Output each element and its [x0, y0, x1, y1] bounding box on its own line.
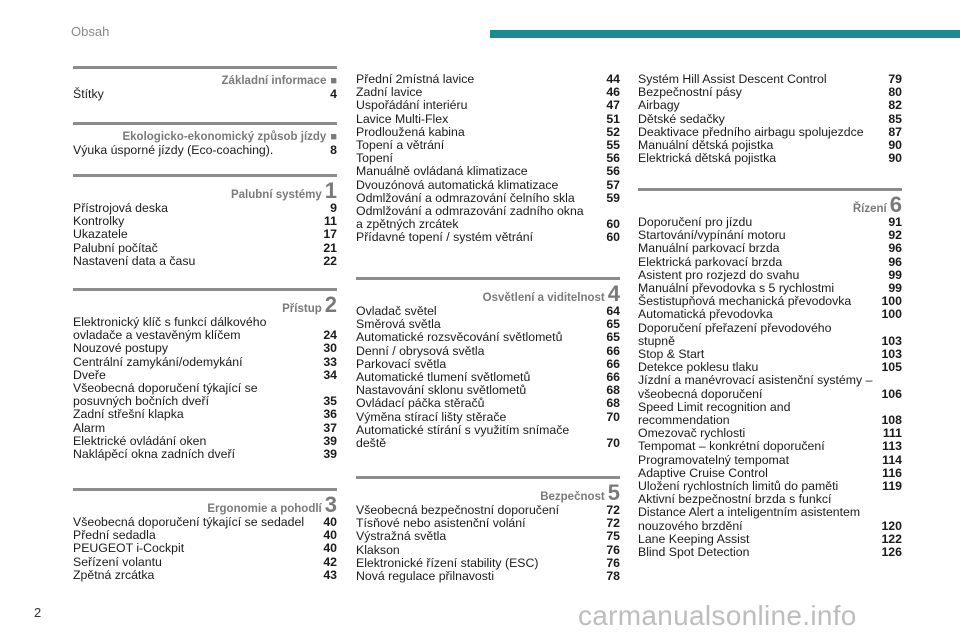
- toc-entry-list: [73, 88, 337, 101]
- toc-entry-label: Uložení rychlostních limitů do paměti: [638, 479, 839, 494]
- section-title: Bezpečnost: [540, 491, 605, 503]
- toc-entry-page: 80: [888, 85, 902, 100]
- toc-entry-page: 78: [606, 569, 620, 584]
- toc-entry-label: Odmlžování a odmrazování zadního okna a zpětných zrcátek: [356, 204, 584, 232]
- toc-entry-page: 108: [881, 413, 902, 428]
- toc-entry-page: 96: [888, 241, 902, 256]
- toc-entry-label: Startování/vypínání motoru: [638, 228, 786, 243]
- toc-entry-page: 39: [323, 433, 337, 448]
- toc-entry[interactable]: [73, 422, 337, 435]
- toc-entry-label: Topení a větrání: [356, 138, 445, 153]
- toc-entry-list: [356, 73, 620, 245]
- toc-entry-page: 11: [324, 214, 337, 229]
- toc-entry-page: 17: [323, 227, 337, 242]
- toc-entry-page: 92: [888, 228, 902, 243]
- toc-entry-page: 113: [882, 439, 902, 454]
- toc-entry-label: Dveře: [73, 367, 106, 382]
- toc-entry-list: [73, 316, 337, 461]
- toc-entry[interactable]: [638, 493, 902, 533]
- toc-entry-label: PEUGEOT i-Cockpit: [73, 541, 185, 556]
- toc-entry[interactable]: [356, 99, 620, 112]
- toc-entry[interactable]: [73, 382, 337, 408]
- toc-entry-label: Doporučení přeřazení převodového stupně: [638, 320, 832, 348]
- toc-entry-label: Zadní lavice: [356, 85, 423, 100]
- section-divider: [73, 174, 337, 177]
- toc-entry-label: Adaptive Cruise Control: [638, 465, 768, 480]
- toc-entry-page: 100: [881, 294, 902, 309]
- toc-entry-label: Zpětná zrcátka: [73, 567, 155, 582]
- toc-entry-label: Ovládací páčka stěračů: [356, 396, 485, 411]
- toc-entry-label: Alarm: [73, 420, 106, 435]
- toc-entry-page: 114: [882, 452, 902, 467]
- toc-entry-label: Centrální zamykání/odemykání: [73, 354, 243, 369]
- section-heading: [638, 193, 902, 215]
- toc-entry[interactable]: [73, 242, 337, 255]
- toc-entry-label: Automatické stírání s využitím snímače deště: [356, 422, 570, 451]
- section-title: Řízení: [852, 203, 887, 215]
- toc-entry-page: 103: [881, 347, 902, 362]
- toc-entry[interactable]: [73, 448, 337, 461]
- section-pristup: [73, 288, 337, 461]
- toc-entry[interactable]: [73, 316, 337, 342]
- toc-entry-page: 70: [606, 409, 620, 424]
- toc-entry-label: Stop & Start: [638, 347, 705, 362]
- section-number: 1: [324, 178, 337, 203]
- toc-entry[interactable]: [638, 152, 902, 165]
- toc-entry-label: Nastavování sklonu světlometů: [356, 383, 527, 398]
- toc-entry-label: Výuka úsporné jízdy (Eco-coaching).: [73, 143, 274, 157]
- toc-entry-label: Aktivní bezpečnostní brzda s funkcí Distance Alert a inteligentním asistentem nouzového brzdění: [638, 492, 861, 533]
- toc-entry-label: Přídavné topení / systém větrání: [356, 230, 534, 245]
- toc-entry-page: 56: [606, 164, 620, 179]
- toc-entry-page: 66: [606, 343, 620, 358]
- toc-entry[interactable]: [356, 424, 620, 450]
- toc-entry-label: Automatické tlumení světlometů: [356, 370, 531, 385]
- toc-entry-label: Topení: [356, 151, 393, 166]
- toc-entry-page: 55: [606, 138, 620, 153]
- toc-entry-page: 68: [606, 383, 620, 398]
- toc-entry-page: 9: [330, 201, 337, 215]
- toc-entry-page: 103: [881, 333, 902, 348]
- toc-entry-label: Elektrické ovládání oken: [73, 433, 207, 448]
- section-divider: [73, 488, 337, 491]
- toc-entry-label: Palubní počítač: [73, 240, 158, 255]
- toc-entry-label: Lavice Multi-Flex: [356, 111, 449, 126]
- toc-entry-label: Detekce poklesu tlaku: [638, 360, 759, 375]
- toc-entry[interactable]: [638, 256, 902, 269]
- section-divider: [356, 476, 620, 479]
- toc-entry-page: 90: [888, 138, 902, 153]
- toc-entry-page: 99: [888, 281, 902, 296]
- toc-entry-page: 35: [323, 394, 337, 409]
- toc-entry-page: 66: [606, 370, 620, 385]
- toc-entry[interactable]: [356, 530, 620, 543]
- toc-entry-label: Nastavení data a času: [73, 253, 196, 268]
- section-divider: [356, 277, 620, 280]
- toc-entry[interactable]: [356, 165, 620, 178]
- toc-entry-page: 100: [881, 307, 902, 322]
- toc-entry[interactable]: [356, 205, 620, 231]
- section-rizeni: [638, 188, 902, 559]
- toc-entry-list: [356, 504, 620, 583]
- toc-entry-label: Seřízení volantu: [73, 554, 162, 569]
- toc-entry-page: 126: [881, 545, 902, 560]
- toc-entry[interactable]: [356, 345, 620, 358]
- section-number: 4: [607, 281, 620, 306]
- toc-entry[interactable]: [638, 113, 902, 126]
- toc-entry-label: Deaktivace předního airbagu spolujezdce: [638, 124, 864, 139]
- toc-entry-label: Blind Spot Detection: [638, 545, 750, 560]
- toc-entry[interactable]: [73, 408, 337, 421]
- toc-entry[interactable]: [356, 113, 620, 126]
- toc-entry-label: Nouzové postupy: [73, 341, 169, 356]
- toc-entry[interactable]: [73, 542, 337, 555]
- toc-entry-label: Všeobecná doporučení týkající se sedadel: [73, 515, 305, 529]
- toc-entry-page: 40: [323, 541, 337, 556]
- toc-entry-label: Automatické rozsvěcování světlometů: [356, 330, 563, 345]
- section-heading: [73, 71, 337, 87]
- toc-entry-page: 60: [606, 217, 620, 232]
- section-title: Osvětlení a viditelnost: [482, 292, 605, 304]
- toc-entry-page: 51: [606, 111, 620, 126]
- toc-entry[interactable]: [356, 397, 620, 410]
- section-ekologicko-ekonomicky-zpusob-jizdy: [73, 122, 337, 157]
- toc-entry-page: 37: [323, 420, 337, 435]
- toc-entry[interactable]: [73, 88, 337, 101]
- toc-entry-list: [73, 144, 337, 157]
- section-divider: [73, 122, 337, 125]
- toc-entry[interactable]: [638, 322, 902, 348]
- section-title: Ekologicko-ekonomický způsob jízdy: [122, 131, 327, 143]
- toc-entry-label: Systém Hill Assist Descent Control: [638, 72, 827, 86]
- toc-entry-page: 68: [606, 396, 620, 411]
- toc-entry-label: Elektronické řízení stability (ESC): [356, 555, 539, 570]
- toc-entry[interactable]: [356, 411, 620, 424]
- toc-entry-label: Denní / obrysová světla: [356, 343, 485, 358]
- toc-entry-page: 22: [323, 253, 337, 268]
- section-divider: [73, 66, 337, 69]
- toc-entry-page: 39: [323, 447, 337, 462]
- toc-entry-page: 119: [882, 479, 902, 494]
- toc-entry-label: Přístrojová deska: [73, 201, 169, 215]
- section-title: Základní informace: [221, 75, 327, 87]
- toc-entry-page: 40: [323, 528, 337, 543]
- toc-entry-page: 72: [606, 516, 620, 531]
- toc-entry-page: 36: [323, 407, 337, 422]
- toc-entry-page: 65: [606, 330, 620, 345]
- toc-entry-label: Uspořádání interiéru: [356, 98, 468, 113]
- toc-entry-page: 60: [606, 230, 620, 245]
- toc-entry-label: Tísňové nebo asistenční volání: [356, 516, 526, 531]
- toc-entry-label: Asistent pro rozjezd do svahu: [638, 267, 800, 282]
- toc-entry-page: 64: [606, 304, 620, 318]
- toc-entry[interactable]: [73, 342, 337, 355]
- section-zakladni-informace: [73, 66, 337, 101]
- toc-entry-label: Airbagy: [638, 98, 680, 113]
- toc-entry-page: 40: [323, 515, 337, 529]
- toc-entry[interactable]: [356, 331, 620, 344]
- toc-entry-label: Elektronický klíč s funkcí dálkového ovladače a vestavěným klíčem: [73, 315, 267, 343]
- toc-entry-page: 91: [888, 215, 902, 229]
- toc-entry-label: Manuální převodovka s 5 rychlostmi: [638, 281, 835, 296]
- header-accent-bar: [490, 30, 960, 38]
- toc-entry-page: 87: [888, 124, 902, 139]
- toc-entry-list: [638, 73, 902, 165]
- toc-entry-label: Klakson: [356, 542, 400, 557]
- toc-entry-label: Výměna stírací lišty stěrače: [356, 409, 507, 424]
- page-number: 2: [34, 605, 42, 620]
- toc-entry-page: 46: [606, 85, 620, 100]
- toc-entry-label: Přední sedadla: [73, 528, 156, 543]
- section-title: Ergonomie a pohodlí: [207, 503, 322, 515]
- toc-entry-page: 82: [888, 98, 902, 113]
- toc-entry-page: 79: [888, 72, 902, 86]
- toc-entry-label: Doporučení pro jízdu: [638, 215, 753, 229]
- toc-entry-label: Bezpečnostní pásy: [638, 85, 742, 100]
- watermark: carmanualsonline.info: [578, 600, 857, 631]
- section-divider: [638, 188, 902, 191]
- toc-entry-label: Manuální parkovací brzda: [638, 241, 780, 256]
- toc-entry-label: Speed Limit recognition and recommendation: [638, 399, 791, 428]
- section-title: Přístup: [282, 303, 322, 315]
- toc-entry-page: 120: [881, 518, 902, 533]
- section-heading: [73, 493, 337, 515]
- toc-entry-label: Kontrolky: [73, 214, 125, 229]
- toc-entry-label: Elektrická parkovací brzda: [638, 254, 783, 269]
- toc-entry[interactable]: [356, 139, 620, 152]
- toc-entry[interactable]: [73, 228, 337, 241]
- toc-entry-list: [73, 516, 337, 582]
- toc-entry-label: Štítky: [73, 87, 104, 101]
- toc-entry-label: Zadní střešní klapka: [73, 407, 184, 422]
- toc-entry[interactable]: [638, 454, 902, 467]
- toc-entry[interactable]: [73, 556, 337, 569]
- toc-entry-page: 76: [606, 555, 620, 570]
- toc-entry-page: 42: [323, 554, 337, 569]
- toc-entry-page: 65: [606, 317, 620, 332]
- toc-entry[interactable]: [356, 570, 620, 583]
- toc-entry-page: 111: [882, 426, 902, 441]
- toc-entry-list: [638, 216, 902, 559]
- toc-entry-page: 4: [330, 87, 337, 101]
- toc-entry-page: 47: [606, 98, 620, 113]
- toc-entry-page: 30: [323, 341, 337, 356]
- section-number: 2: [324, 292, 337, 317]
- toc-entry-page: 72: [606, 503, 620, 517]
- toc-entry-label: Ukazatele: [73, 227, 128, 242]
- toc-entry-page: 116: [882, 465, 902, 480]
- toc-entry[interactable]: [356, 231, 620, 244]
- toc-entry-label: Šestistupňová mechanická převodovka: [638, 294, 852, 309]
- toc-entry-page: 57: [606, 177, 620, 192]
- toc-entry-label: Výstražná světla: [356, 529, 447, 544]
- toc-entry-page: 52: [606, 124, 620, 139]
- toc-entry-label: Všeobecná doporučení týkající se posuvných bočních dveří: [73, 381, 258, 409]
- toc-entry-page: 105: [881, 360, 902, 375]
- toc-entry-page: 44: [606, 72, 620, 86]
- toc-entry-label: Elektrická dětská pojistka: [638, 151, 777, 166]
- header-label: Obsah: [71, 24, 110, 39]
- toc-entry[interactable]: [356, 544, 620, 557]
- section-divider: [73, 288, 337, 291]
- toc-entry-page: 76: [606, 542, 620, 557]
- section-number: 3: [324, 492, 337, 517]
- toc-entry-page: 43: [323, 567, 337, 582]
- toc-entry-label: Všeobecná bezpečnostní doporučení: [356, 503, 560, 517]
- toc-entry-label: Omezovač rychlosti: [638, 426, 746, 441]
- toc-entry-page: 106: [881, 386, 902, 401]
- toc-entry-label: Ovladač světel: [356, 304, 437, 318]
- section-bezpecnost: [356, 476, 620, 583]
- toc-entry-list: [356, 305, 620, 450]
- toc-entry[interactable]: [73, 144, 337, 157]
- toc-entry-page: 8: [330, 143, 337, 157]
- toc-entry-page: 21: [323, 240, 337, 255]
- section-continued: [638, 72, 902, 165]
- section-heading: [356, 282, 620, 304]
- toc-entry-label: Prodloužená kabina: [356, 124, 465, 139]
- toc-entry-label: Dětské sedačky: [638, 111, 725, 126]
- toc-entry-label: Dvouzónová automatická klimatizace: [356, 177, 559, 192]
- section-heading: [73, 127, 337, 143]
- toc-entry-label: Nová regulace přilnavosti: [356, 569, 495, 584]
- toc-entry[interactable]: [73, 356, 337, 369]
- toc-entry[interactable]: [638, 99, 902, 112]
- section-heading: [356, 481, 620, 503]
- section-title: Palubní systémy: [230, 189, 322, 201]
- toc-entry-label: Programovatelný tempomat: [638, 452, 790, 467]
- toc-entry-page: 96: [888, 254, 902, 269]
- toc-entry-label: Směrová světla: [356, 317, 441, 332]
- toc-entry-page: 75: [606, 529, 620, 544]
- toc-entry-label: Manuálně ovládaná klimatizace: [356, 164, 528, 179]
- toc-entry-page: 56: [606, 151, 620, 166]
- toc-entry-list: [73, 202, 337, 268]
- toc-entry[interactable]: [73, 569, 337, 582]
- section-number: 6: [889, 192, 902, 217]
- toc-entry-label: Lane Keeping Assist: [638, 531, 750, 546]
- toc-entry-label: Přední 2místná lavice: [356, 72, 475, 86]
- toc-entry-label: Parkovací světla: [356, 356, 447, 371]
- toc-entry-label: Jízdní a manévrovací asistenční systémy – všeobecná doporučení: [638, 373, 873, 401]
- toc-entry-page: 122: [881, 531, 902, 546]
- toc-entry[interactable]: [638, 374, 902, 400]
- section-square-icon: ■: [330, 131, 337, 143]
- toc-entry-page: 70: [606, 436, 620, 451]
- toc-entry-page: 34: [323, 367, 337, 382]
- section-number: 5: [607, 480, 620, 505]
- toc-entry-page: 85: [888, 111, 902, 126]
- toc-entry-page: 90: [888, 151, 902, 166]
- section-ergonomie-a-pohodli: [73, 488, 337, 582]
- section-palubni-systemy: [73, 174, 337, 268]
- section-heading: [73, 179, 337, 201]
- toc-entry[interactable]: [638, 440, 902, 453]
- toc-entry[interactable]: [638, 401, 902, 427]
- toc-entry-label: Naklápěcí okna zadních dveří: [73, 447, 236, 462]
- toc-entry-label: Odmlžování a odmrazování čelního skla: [356, 190, 575, 205]
- toc-entry-page: 33: [323, 354, 337, 369]
- toc-entry-label: Manuální dětská pojistka: [638, 138, 774, 153]
- section-osvetleni-a-viditelnost: [356, 277, 620, 450]
- toc-entry[interactable]: [638, 308, 902, 321]
- toc-entry[interactable]: [73, 255, 337, 268]
- toc-entry-page: 24: [323, 328, 337, 343]
- toc-entry[interactable]: [638, 546, 902, 559]
- toc-entry[interactable]: [638, 242, 902, 255]
- toc-entry-page: 59: [606, 190, 620, 205]
- section-heading: [73, 293, 337, 315]
- toc-entry[interactable]: [356, 179, 620, 192]
- toc-entry-label: Tempomat – konkrétní doporučení: [638, 439, 825, 454]
- toc-entry-page: 99: [888, 267, 902, 282]
- section-continued: [356, 72, 620, 245]
- toc-entry-page: 66: [606, 356, 620, 371]
- section-square-icon: ■: [330, 75, 337, 87]
- toc-entry-label: Automatická převodovka: [638, 307, 773, 322]
